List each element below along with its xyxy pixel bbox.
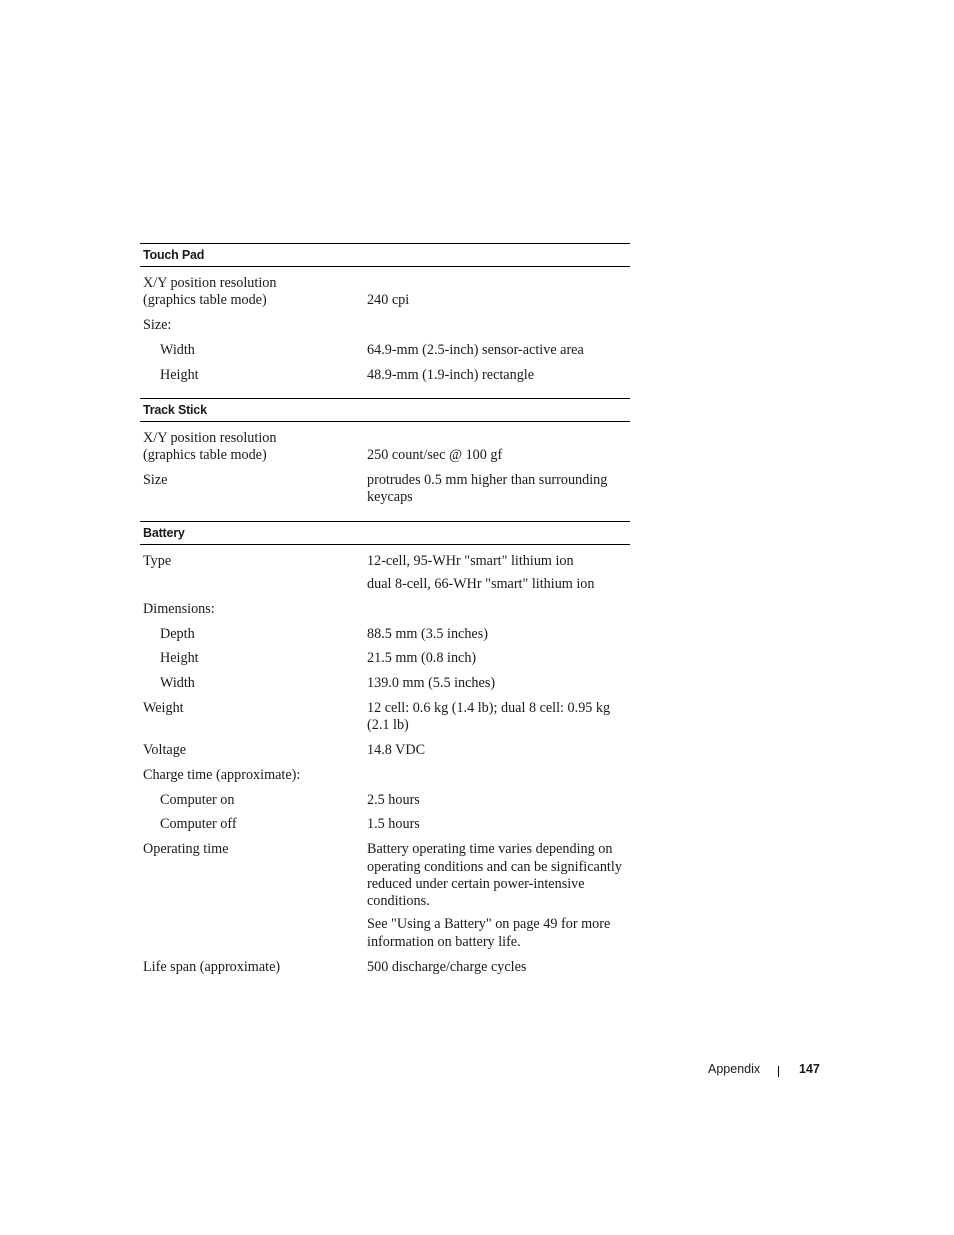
spec-label: Width xyxy=(160,341,195,358)
spec-value-text: 139.0 mm (5.5 inches) xyxy=(367,675,496,692)
spec-value-text: 64.9-mm (2.5-inch) sensor-active area xyxy=(367,341,584,358)
spec-value xyxy=(364,767,630,784)
spec-row xyxy=(140,792,630,809)
spec-value xyxy=(364,841,630,951)
spec-value xyxy=(364,650,630,667)
spec-row xyxy=(140,275,630,310)
spec-value xyxy=(364,675,630,692)
spec-label: Voltage xyxy=(143,742,187,759)
spec-value-text: 250 count/sec @ 100 gf xyxy=(367,447,503,464)
spec-row xyxy=(140,626,630,643)
spec-value xyxy=(364,792,630,809)
spec-value-text: 12-cell, 95-WHr "smart" lithium ion xyxy=(367,552,574,569)
spec-row xyxy=(140,650,630,667)
spec-row xyxy=(140,430,630,465)
spec-value xyxy=(364,275,630,310)
spec-label: Dimensions: xyxy=(143,600,215,617)
spec-value-text: 500 discharge/charge cycles xyxy=(367,958,527,975)
spec-section xyxy=(140,398,630,521)
spec-label: Width xyxy=(160,675,195,692)
spec-row xyxy=(140,700,630,735)
page-footer xyxy=(700,1061,830,1079)
spec-row xyxy=(140,601,630,618)
spec-value-text: 1.5 hours xyxy=(367,816,420,833)
spec-value-text: 12 cell: 0.6 kg (1.4 lb); dual 8 cell: 0.95 kg (2.1 lb) xyxy=(367,699,611,734)
section-heading: Battery xyxy=(140,521,630,545)
spec-section xyxy=(140,521,630,990)
spec-value-text: protrudes 0.5 mm higher than surrounding keycaps xyxy=(367,472,608,506)
spec-row xyxy=(140,675,630,692)
spec-value xyxy=(364,342,630,359)
spec-value xyxy=(364,626,630,643)
spec-row xyxy=(140,841,630,951)
spec-label: X/Y position resolution (graphics table mode) xyxy=(143,275,277,309)
spec-label: Type xyxy=(143,552,172,569)
spec-value xyxy=(364,742,630,759)
footer-divider xyxy=(778,1066,779,1077)
spec-value xyxy=(364,816,630,833)
spec-label: Charge time (approximate): xyxy=(143,766,301,783)
spec-value-text: Battery operating time varies depending on operating conditions and can be significantly reduced under certain power-intensive conditions. xyxy=(367,841,622,910)
spec-row xyxy=(140,342,630,359)
spec-label: Operating time xyxy=(143,841,229,858)
spec-value-text: dual 8-cell, 66-WHr "smart" lithium ion xyxy=(367,575,595,592)
spec-section xyxy=(140,243,630,398)
spec-value xyxy=(364,700,630,735)
spec-label: Depth xyxy=(160,625,195,642)
spec-label: Height xyxy=(160,366,199,383)
spec-value xyxy=(364,317,630,334)
spec-label: X/Y position resolution (graphics table mode) xyxy=(143,429,277,464)
spec-row xyxy=(140,742,630,759)
spec-label: Size xyxy=(143,472,168,489)
spec-label: Computer on xyxy=(160,791,235,808)
spec-label: Height xyxy=(160,650,199,667)
spec-value-text: 14.8 VDC xyxy=(367,742,426,759)
spec-value xyxy=(364,472,630,507)
spec-value xyxy=(364,601,630,618)
spec-value xyxy=(364,430,630,465)
footer-section-label: Appendix xyxy=(708,1062,761,1076)
spec-label: Weight xyxy=(143,699,184,716)
section-heading: Track Stick xyxy=(140,398,630,422)
spec-value-text: 48.9-mm (1.9-inch) rectangle xyxy=(367,366,535,383)
spec-value xyxy=(364,367,630,384)
spec-row xyxy=(140,959,630,976)
spec-row xyxy=(140,553,630,594)
spec-value-text: See "Using a Battery" on page 49 for more information on battery life. xyxy=(367,916,611,950)
spec-row xyxy=(140,816,630,833)
spec-value-text: 21.5 mm (0.8 inch) xyxy=(367,650,477,667)
spec-row xyxy=(140,472,630,507)
spec-row xyxy=(140,767,630,784)
spec-value-text: 240 cpi xyxy=(367,292,410,309)
spec-row xyxy=(140,317,630,334)
spec-table xyxy=(140,243,630,990)
spec-value xyxy=(364,553,630,594)
spec-value-text: 2.5 hours xyxy=(367,791,420,808)
section-heading: Touch Pad xyxy=(140,243,630,267)
spec-label: Size: xyxy=(143,317,172,334)
spec-row xyxy=(140,367,630,384)
spec-label: Life span (approximate) xyxy=(143,958,281,975)
spec-label: Computer off xyxy=(160,816,237,833)
page-number: 147 xyxy=(799,1062,820,1076)
spec-value-text: 88.5 mm (3.5 inches) xyxy=(367,625,488,642)
spec-value xyxy=(364,959,630,976)
